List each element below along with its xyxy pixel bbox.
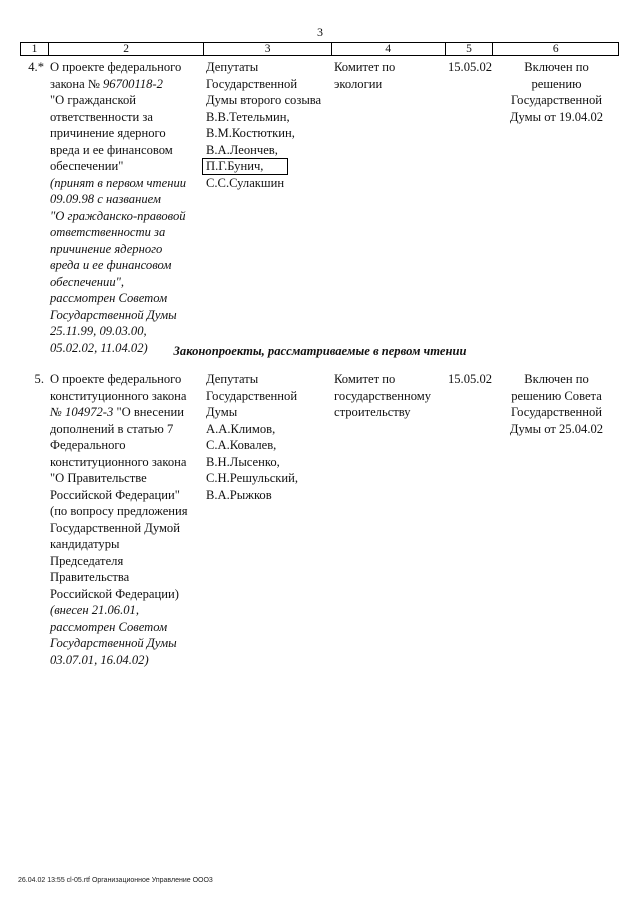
bill-line: Российской Федерации): [50, 586, 179, 601]
committee-line: экологии: [334, 76, 383, 91]
bill-line: Российской Федерации": [50, 487, 180, 502]
row-number: 4.*: [28, 60, 44, 74]
bill-basis: [494, 59, 619, 356]
header-col-6: 6: [552, 43, 559, 55]
committee-line: государственному: [334, 388, 432, 403]
bill-law-prefix: закона №: [50, 76, 103, 91]
author-line: С.Н.Решульский,: [206, 471, 299, 485]
author-line: А.А.Климов,: [206, 421, 276, 436]
bill-title: [48, 371, 204, 668]
bill-note-line: (внесен 21.06.01,: [50, 603, 139, 617]
basis-line: Государственной: [510, 93, 603, 107]
header-col-1: 1: [21, 43, 49, 55]
author-line: Государственной: [206, 76, 298, 91]
bill-line: дополнений в статью 7: [50, 421, 174, 436]
author-line: В.В.Тетельмин,: [206, 109, 290, 124]
committee-line: строительству: [334, 405, 411, 419]
bill-note-line: Государственной Думы: [50, 307, 177, 322]
bill-line: конституционного закона: [50, 388, 187, 403]
bill-law-tail: "О внесении: [113, 405, 184, 419]
bill-note-line: 05.02.02, 11.04.02): [50, 340, 148, 355]
bill-date: 15.05.02: [447, 372, 493, 386]
bill-note-line: ответственности за: [50, 225, 166, 239]
author-line: С.А.Ковалев,: [206, 438, 277, 452]
author-line: Думы второго созыва: [206, 93, 322, 107]
header-col-4: 4: [332, 43, 446, 55]
author-line: В.А.Рыжков: [206, 487, 272, 502]
author-line: В.Н.Лысенко,: [206, 454, 280, 469]
bill-title: [48, 59, 204, 356]
bill-note-line: Государственной Думы: [50, 636, 177, 650]
highlighted-author: П.Г.Бунич,: [202, 158, 288, 175]
bill-line: причинение ядерного: [50, 126, 166, 140]
author-line: Депутаты: [206, 372, 259, 386]
bill-note-line: 03.07.01, 16.04.02): [50, 652, 149, 667]
bill-line: [50, 76, 204, 93]
author-line: Депутаты: [206, 60, 259, 74]
bill-line: конституционного закона: [50, 454, 187, 469]
bill-note-line: рассмотрен Советом: [50, 291, 168, 305]
bill-basis: [494, 371, 619, 668]
bill-law-number: № 104972-3: [50, 405, 114, 419]
bill-note-line: (принят в первом чтении: [50, 175, 187, 190]
basis-line: Включен по: [524, 372, 589, 386]
committee-line: Комитет по: [334, 372, 396, 386]
basis-line: Включен по: [524, 60, 589, 74]
basis-line: Государственной: [510, 405, 603, 419]
bill-note-line: рассмотрен Советом: [50, 619, 168, 634]
author-line: В.М.Костюткин,: [206, 126, 295, 140]
bill-note-line: причинение ядерного: [50, 241, 163, 256]
bill-line: Правительства: [50, 570, 130, 584]
bill-line: Государственной Думой: [50, 520, 180, 535]
bill-note-line: "О гражданско-правовой: [50, 208, 186, 223]
author-line: С.С.Сулакшин: [206, 176, 285, 190]
bill-line: ответственности за: [50, 109, 153, 124]
basis-line: Думы от 19.04.02: [509, 109, 604, 124]
bill-committee: [332, 371, 446, 668]
bill-law-number: 96700118-2: [102, 76, 163, 91]
bill-date: 15.05.02: [447, 60, 493, 74]
header-col-5: 5: [446, 43, 494, 55]
bill-line: "О гражданской: [50, 93, 136, 107]
bill-line: [50, 404, 204, 421]
author-line: Государственной: [206, 388, 298, 403]
bill-line: обеспечении": [50, 159, 124, 173]
bill-line: кандидатуры: [50, 537, 120, 551]
header-col-2: 2: [49, 43, 204, 55]
author-line: Думы: [206, 405, 238, 419]
section-heading: Законопроекты, рассматриваемые в первом чтении: [173, 344, 467, 358]
page-footer: 26.04.02 13:55 cl-05.rtf Организационное Управление ООО3: [18, 877, 213, 884]
table-row: [20, 371, 619, 668]
row-number: 5.: [34, 372, 44, 386]
author-line-boxed: [206, 158, 332, 175]
bill-note-line: обеспечении",: [50, 274, 125, 289]
bill-note-line: вреда и ее финансовом: [50, 258, 172, 272]
bill-committee: [332, 59, 446, 356]
bill-line: Федерального: [50, 438, 126, 452]
bill-line: О проекте федерального: [50, 60, 182, 74]
bill-authors: [204, 371, 332, 668]
header-col-3: 3: [204, 43, 332, 55]
author-line: В.А.Леончев,: [206, 142, 278, 157]
bill-note-line: 09.09.98 с названием: [50, 192, 161, 206]
basis-line: Думы от 25.04.02: [509, 421, 604, 436]
table-header: [20, 42, 619, 56]
basis-line: решению: [531, 76, 582, 91]
committee-line: Комитет по: [334, 60, 396, 74]
table-row: [20, 59, 619, 356]
bill-line: "О Правительстве: [50, 471, 147, 485]
page-number: 3: [317, 25, 323, 39]
bill-line: вреда и ее финансовом: [50, 142, 173, 157]
bill-line: (по вопросу предложения: [50, 504, 188, 518]
basis-line: решению Совета: [511, 388, 602, 403]
bill-line: О проекте федерального: [50, 372, 182, 386]
bill-authors: [204, 59, 332, 356]
bill-note-line: 25.11.99, 09.03.00,: [50, 324, 147, 338]
bill-line: Председателя: [50, 553, 124, 568]
